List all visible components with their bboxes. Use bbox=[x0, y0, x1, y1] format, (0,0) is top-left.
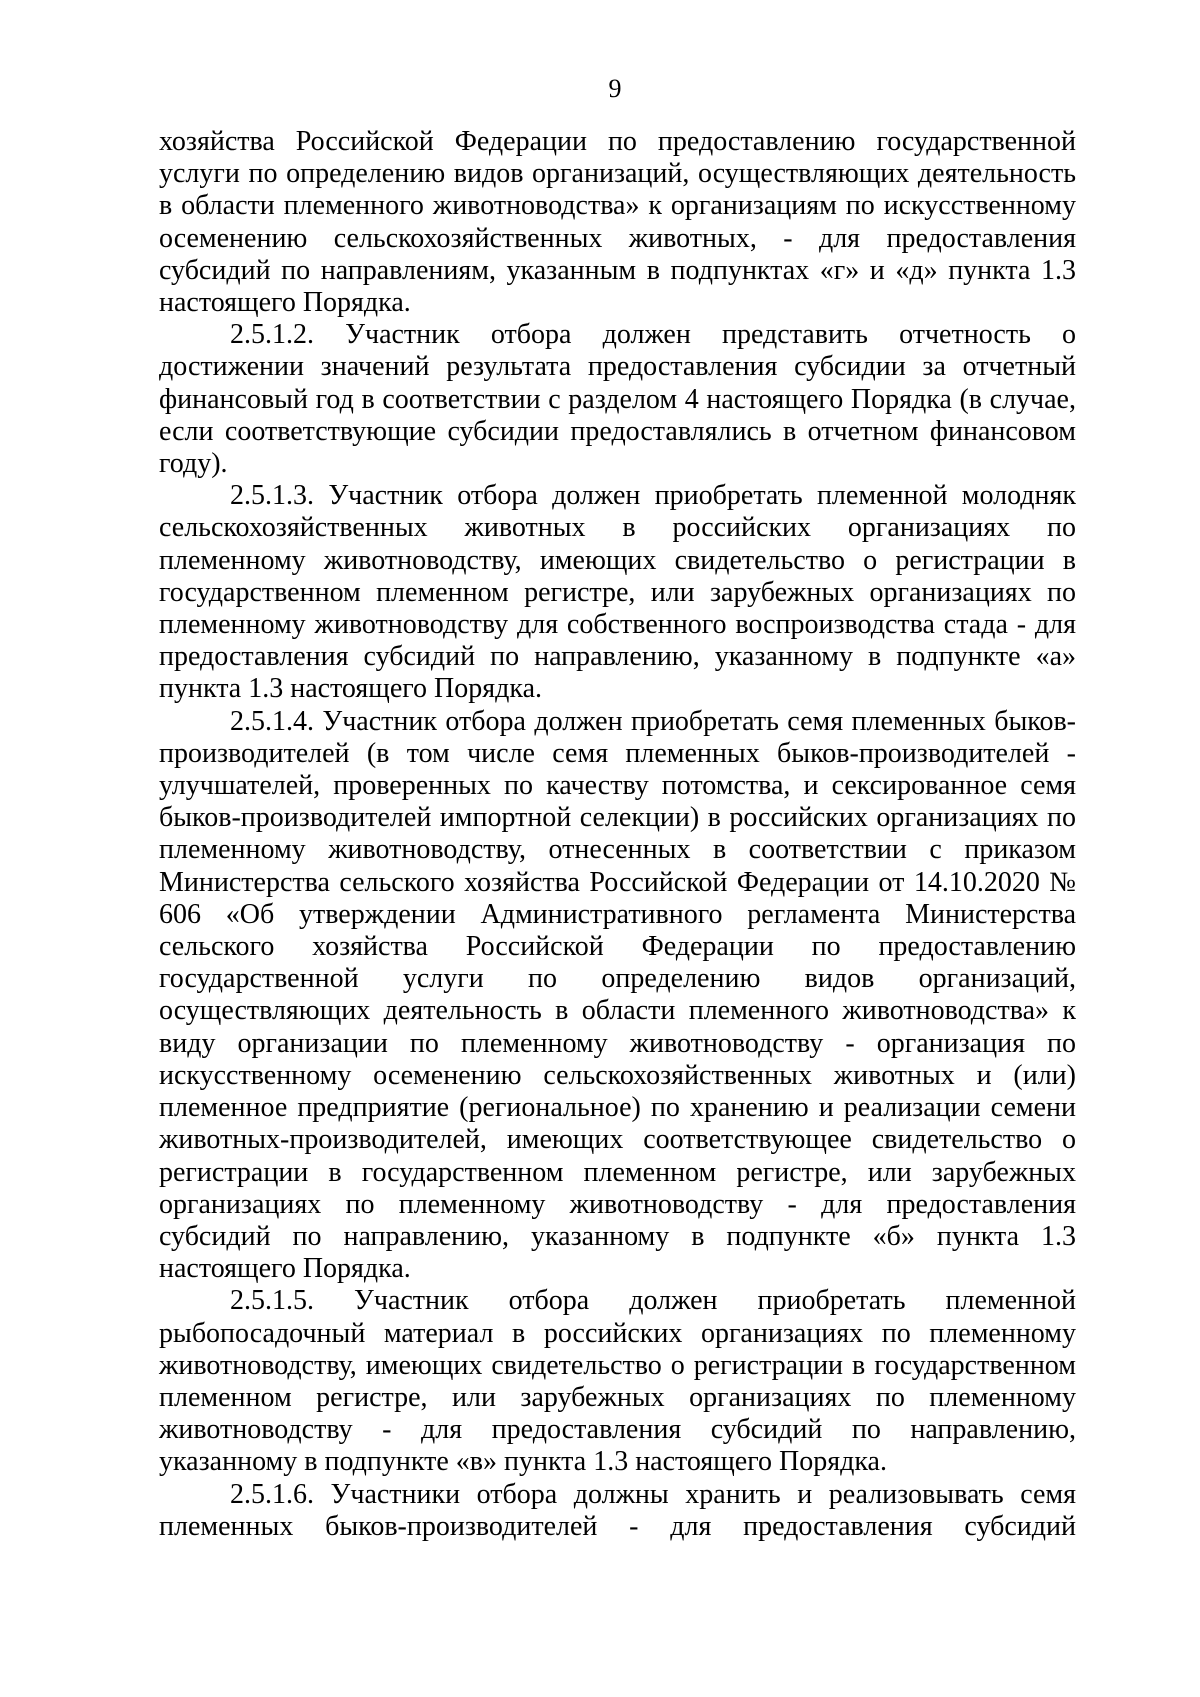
paragraph-2-5-1-3: 2.5.1.3. Участник отбора должен приобретать племенной молодняк сельскохозяйственных животных в российских организациях по племенному животноводству, имеющих свидетельство о регистрации в государственном племенном регистре, или зарубежных организациях по племенному животноводству для собственного воспроизводства стада - для предоставления субсидий по направлению, указанному в подпункте «а» пункта 1.3 настоящего Порядка. bbox=[159, 480, 1076, 705]
paragraph-2-5-1-2: 2.5.1.2. Участник отбора должен представить отчетность о достижении значений результата предоставления субсидии за отчетный финансовый год в соответствии с разделом 4 настоящего Порядка (в случае, если соответствующие субсидии предоставлялись в отчетном финансовом году). bbox=[159, 319, 1076, 480]
paragraph-2-5-1-5: 2.5.1.5. Участник отбора должен приобретать племенной рыбопосадочный материал в российских организациях по племенному животноводству, имеющих свидетельство о регистрации в государственном племенном регистре, или зарубежных организациях по племенному животноводству - для предоставления субсидий по направлению, указанному в подпункте «в» пункта 1.3 настоящего Порядка. bbox=[159, 1285, 1076, 1478]
paragraph-continuation: хозяйства Российской Федерации по предоставлению государственной услуги по определению видов организаций, осуществляющих деятельность в области племенного животноводства» к организациям по искусственному осеменению сельскохозяйственных животных, - для предоставления субсидий по направлениям, указанным в подпунктах «г» и «д» пункта 1.3 настоящего Порядка. bbox=[159, 126, 1076, 319]
paragraph-2-5-1-6: 2.5.1.6. Участники отбора должны хранить и реализовывать семя племенных быков-производителей - для предоставления субсидий bbox=[159, 1478, 1076, 1542]
page-number: 9 bbox=[608, 74, 622, 103]
document-body bbox=[159, 126, 1076, 1543]
paragraph-2-5-1-4: 2.5.1.4. Участник отбора должен приобретать семя племенных быков-производителей (в том числе семя племенных быков-производителей - улучшателей, проверенных по качеству потомства, и сексированное семя быков-производителей импортной селекции) в российских организациях по племенному животноводству, отнесенных в соответствии с приказом Министерства сельского хозяйства Российской Федерации от 14.10.2020 № 606 «Об утверждении Административного регламента Министерства сельского хозяйства Российской Федерации по предоставлению государственной услуги по определению видов организаций, осуществляющих деятельность в области племенного животноводства» к виду организации по племенному животноводству - организация по искусственному осеменению сельскохозяйственных животных и (или) племенное предприятие (региональное) по хранению и реализации семени животных-производителей, имеющих соответствующее свидетельство о регистрации в государственном племенном регистре, или зарубежных организациях по племенному животноводству - для предоставления субсидий по направлению, указанному в подпункте «б» пункта 1.3 настоящего Порядка. bbox=[159, 705, 1076, 1285]
